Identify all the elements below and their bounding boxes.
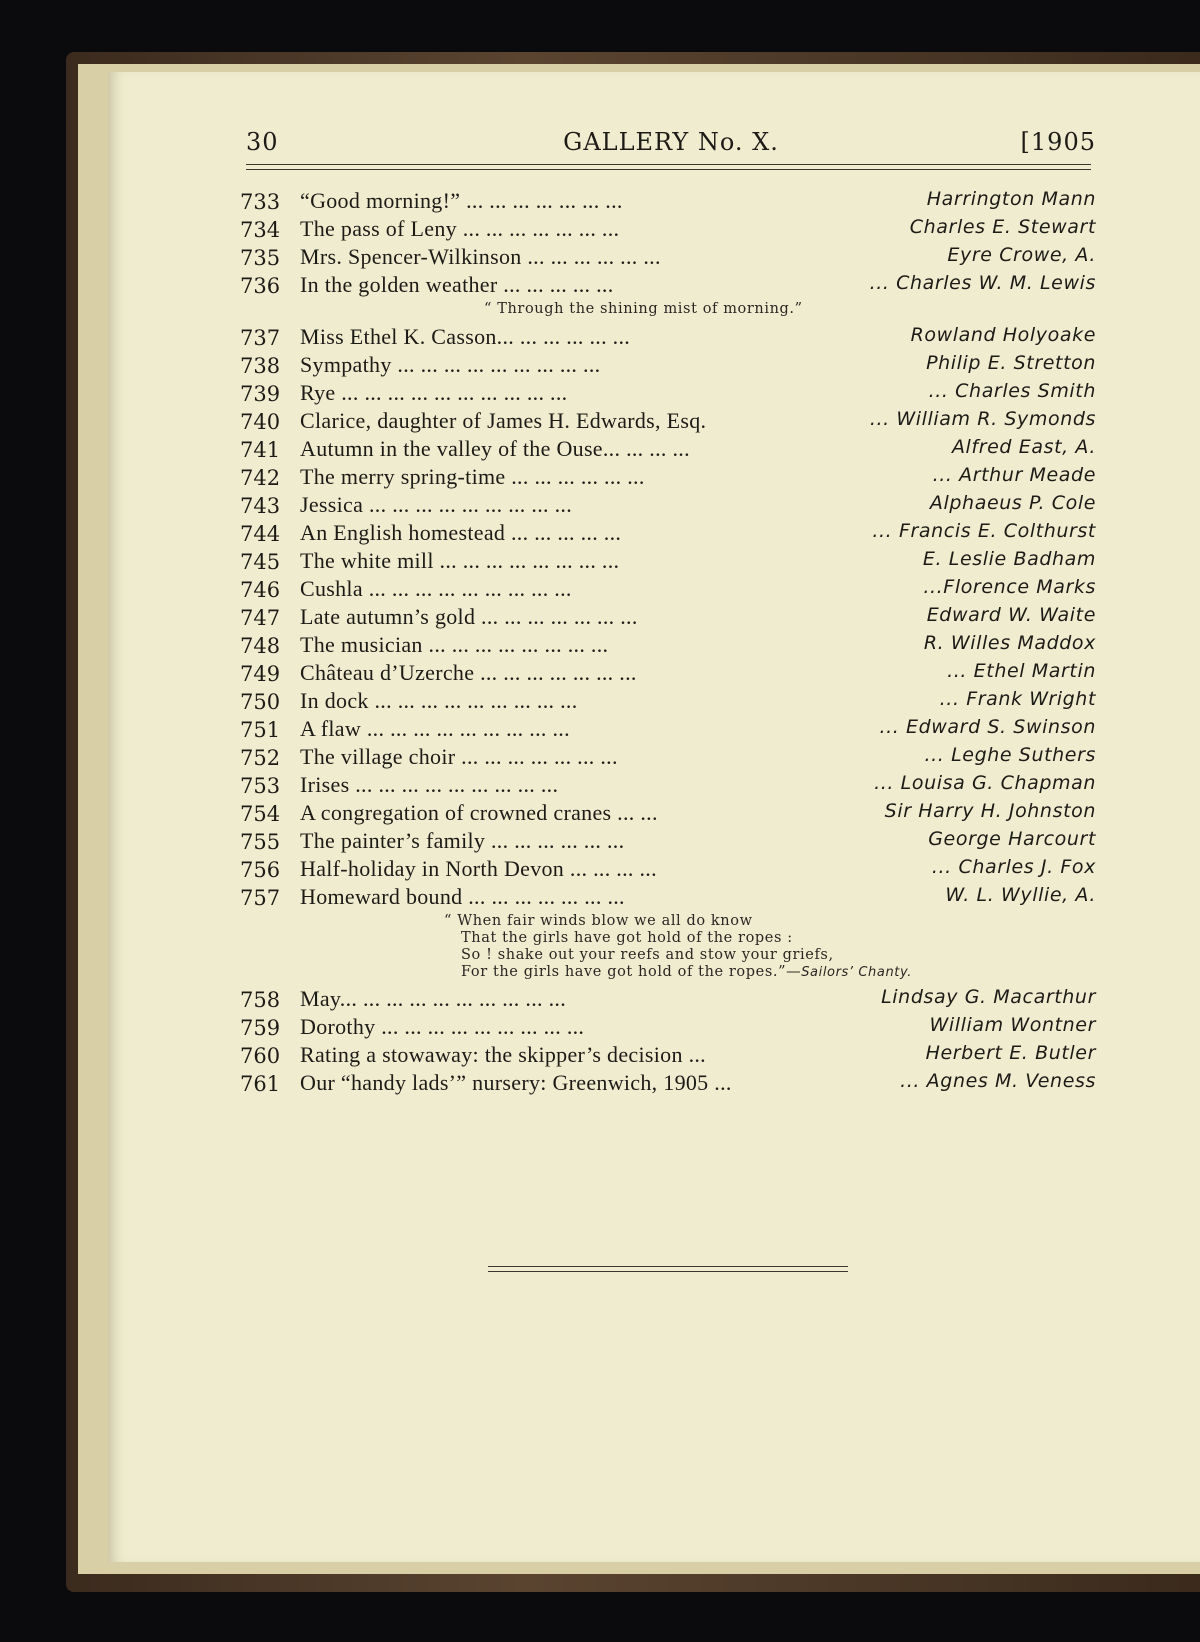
catalogue-entry bbox=[240, 716, 1096, 744]
entry-title: “Good morning!” ... ... ... ... ... ... ... bbox=[300, 188, 623, 213]
entry-number: 754 bbox=[240, 802, 281, 826]
quote-attribution: Sailors’ Chanty. bbox=[801, 965, 913, 980]
entry-number: 739 bbox=[240, 382, 281, 406]
entry-number: 749 bbox=[240, 662, 281, 686]
entry-number: 750 bbox=[240, 690, 281, 714]
entry-artist: ... Francis E. Colthurst bbox=[872, 520, 1096, 542]
entry-title: Rating a stowaway: the skipper’s decision ... bbox=[300, 1042, 706, 1067]
entry-artist: ... Leghe Suthers bbox=[924, 744, 1096, 766]
entry-number: 761 bbox=[240, 1072, 281, 1096]
catalogue-entry bbox=[240, 986, 1096, 1014]
entry-title: Jessica ... ... ... ... ... ... ... ... ... bbox=[300, 492, 572, 517]
catalogue-entry bbox=[240, 772, 1096, 800]
catalogue-entry bbox=[240, 884, 1096, 912]
entry-title: The painter’s family ... ... ... ... ... ... bbox=[300, 828, 625, 853]
entry-title: An English homestead ... ... ... ... ... bbox=[300, 520, 622, 545]
entry-title: The merry spring-time ... ... ... ... ... ... bbox=[300, 464, 645, 489]
entry-title: Château d’Uzerche ... ... ... ... ... ... ... bbox=[300, 660, 637, 685]
entry-artist: ... Agnes M. Veness bbox=[900, 1070, 1096, 1092]
entry-title: Sympathy ... ... ... ... ... ... ... ... ... bbox=[300, 352, 601, 377]
catalogue-entry bbox=[240, 1070, 1096, 1098]
entry-title: In the golden weather ... ... ... ... ... bbox=[300, 272, 614, 297]
quote-757 bbox=[444, 913, 912, 981]
entry-artist: George Harcourt bbox=[928, 828, 1096, 850]
entry-artist: Alfred East, A. bbox=[951, 436, 1096, 458]
entry-artist: Charles E. Stewart bbox=[909, 216, 1096, 238]
catalogue-entry bbox=[240, 576, 1096, 604]
quote-line bbox=[444, 964, 912, 981]
catalogue-entry bbox=[240, 492, 1096, 520]
entry-artist: Rowland Holyoake bbox=[910, 324, 1096, 346]
entry-artist: ... Charles W. M. Lewis bbox=[869, 272, 1096, 294]
catalogue-entry bbox=[240, 1042, 1096, 1070]
entry-artist: ... Arthur Meade bbox=[932, 464, 1096, 486]
quote-line: “ When fair winds blow we all do know bbox=[444, 913, 753, 929]
entry-number: 733 bbox=[240, 190, 281, 214]
catalogue-entry bbox=[240, 520, 1096, 548]
entry-artist: Lindsay G. Macarthur bbox=[881, 986, 1096, 1008]
entry-number: 742 bbox=[240, 466, 281, 490]
entry-artist: ... William R. Symonds bbox=[869, 408, 1096, 430]
catalogue-entry bbox=[240, 604, 1096, 632]
entry-title: Mrs. Spencer-Wilkinson ... ... ... ... ... ... bbox=[300, 244, 661, 269]
catalogue-entry bbox=[240, 188, 1096, 216]
entry-number: 736 bbox=[240, 274, 281, 298]
entry-number: 753 bbox=[240, 774, 281, 798]
entry-artist: W. L. Wyllie, A. bbox=[945, 884, 1096, 906]
quote-text: For the girls have got hold of the ropes.”— bbox=[461, 964, 802, 980]
entry-artist: R. Willes Maddox bbox=[923, 632, 1096, 654]
catalogue-entry bbox=[240, 1014, 1096, 1042]
entry-artist: Philip E. Stretton bbox=[926, 352, 1096, 374]
entry-artist: ... Frank Wright bbox=[939, 688, 1096, 710]
entry-artist: Harrington Mann bbox=[926, 188, 1096, 210]
entry-number: 734 bbox=[240, 218, 281, 242]
catalogue-entry bbox=[240, 688, 1096, 716]
entry-number: 741 bbox=[240, 438, 281, 462]
page-title: GALLERY No. X. bbox=[563, 128, 779, 156]
entry-title: May... ... ... ... ... ... ... ... ... ... bbox=[300, 986, 566, 1011]
entry-title: Clarice, daughter of James H. Edwards, Esq. bbox=[300, 408, 707, 433]
catalogue-entry bbox=[240, 352, 1096, 380]
entry-number: 740 bbox=[240, 410, 281, 434]
entry-number: 757 bbox=[240, 886, 281, 910]
entry-artist: ...Florence Marks bbox=[923, 576, 1096, 598]
entry-title: Autumn in the valley of the Ouse... ... ... ... bbox=[300, 436, 690, 461]
entry-artist: Alphaeus P. Cole bbox=[929, 492, 1096, 514]
catalogue-entry bbox=[240, 244, 1096, 272]
entry-number: 748 bbox=[240, 634, 281, 658]
entry-number: 735 bbox=[240, 246, 281, 270]
header-rule bbox=[246, 164, 1091, 170]
quote-736: “ Through the shining mist of morning.” bbox=[484, 301, 803, 317]
entry-artist: William Wontner bbox=[929, 1014, 1096, 1036]
entry-title: Our “handy lads’” nursery: Greenwich, 1905 ... bbox=[300, 1070, 732, 1095]
catalogue-entry bbox=[240, 856, 1096, 884]
end-rule bbox=[488, 1266, 848, 1272]
entry-title: Dorothy ... ... ... ... ... ... ... ... ... bbox=[300, 1014, 585, 1039]
entry-number: 746 bbox=[240, 578, 281, 602]
entry-number: 752 bbox=[240, 746, 281, 770]
entry-artist: Edward W. Waite bbox=[926, 604, 1096, 626]
catalogue-entry bbox=[240, 660, 1096, 688]
catalogue-entry bbox=[240, 800, 1096, 828]
entry-title: Miss Ethel K. Casson... ... ... ... ... ... bbox=[300, 324, 631, 349]
entry-artist: ... Charles Smith bbox=[928, 380, 1096, 402]
quote-line: That the girls have got hold of the ropes : bbox=[461, 930, 793, 946]
entry-title: The pass of Leny ... ... ... ... ... ... ... bbox=[300, 216, 620, 241]
page-number: 30 bbox=[246, 128, 279, 156]
entry-title: The village choir ... ... ... ... ... ... ... bbox=[300, 744, 618, 769]
entry-title: Cushla ... ... ... ... ... ... ... ... ... bbox=[300, 576, 572, 601]
entry-title: A congregation of crowned cranes ... ... bbox=[300, 800, 658, 825]
entry-artist: ... Louisa G. Chapman bbox=[874, 772, 1096, 794]
entry-artist: Eyre Crowe, A. bbox=[947, 244, 1096, 266]
entry-number: 738 bbox=[240, 354, 281, 378]
entry-number: 743 bbox=[240, 494, 281, 518]
entry-artist: ... Charles J. Fox bbox=[931, 856, 1096, 878]
entry-number: 760 bbox=[240, 1044, 281, 1068]
entry-title: Homeward bound ... ... ... ... ... ... ... bbox=[300, 884, 625, 909]
catalogue-entry bbox=[240, 272, 1096, 300]
entry-title: The white mill ... ... ... ... ... ... ... ... bbox=[300, 548, 620, 573]
entry-number: 759 bbox=[240, 1016, 281, 1040]
year-marker: [1905 bbox=[1020, 128, 1096, 156]
catalogue-entry bbox=[240, 408, 1096, 436]
entry-title: Late autumn’s gold ... ... ... ... ... ... ... bbox=[300, 604, 638, 629]
entry-title: Half-holiday in North Devon ... ... ... ... bbox=[300, 856, 657, 881]
entry-title: A flaw ... ... ... ... ... ... ... ... ... bbox=[300, 716, 570, 741]
catalogue-entry bbox=[240, 216, 1096, 244]
entry-artist: Herbert E. Butler bbox=[925, 1042, 1096, 1064]
entry-title: In dock ... ... ... ... ... ... ... ... ... bbox=[300, 688, 578, 713]
catalogue-entry bbox=[240, 464, 1096, 492]
quote-line: So ! shake out your reefs and stow your griefs, bbox=[461, 947, 834, 963]
catalogue-entry bbox=[240, 324, 1096, 352]
entry-artist: ... Edward S. Swinson bbox=[879, 716, 1096, 738]
entry-artist: E. Leslie Badham bbox=[922, 548, 1096, 570]
entry-title: Rye ... ... ... ... ... ... ... ... ... ... bbox=[300, 380, 568, 405]
entry-number: 737 bbox=[240, 326, 281, 350]
entry-number: 756 bbox=[240, 858, 281, 882]
entry-artist: Sir Harry H. Johnston bbox=[884, 800, 1096, 822]
catalogue-entry bbox=[240, 436, 1096, 464]
catalogue-entry bbox=[240, 548, 1096, 576]
entry-number: 755 bbox=[240, 830, 281, 854]
catalogue-entry bbox=[240, 380, 1096, 408]
catalogue-entry bbox=[240, 632, 1096, 660]
entry-number: 747 bbox=[240, 606, 281, 630]
entry-artist: ... Ethel Martin bbox=[947, 660, 1096, 682]
entry-number: 751 bbox=[240, 718, 281, 742]
catalogue-entry bbox=[240, 744, 1096, 772]
entry-number: 744 bbox=[240, 522, 281, 546]
entry-number: 758 bbox=[240, 988, 281, 1012]
catalogue-entry bbox=[240, 828, 1096, 856]
running-head bbox=[246, 128, 1096, 162]
entry-title: The musician ... ... ... ... ... ... ... ... bbox=[300, 632, 609, 657]
entry-title: Irises ... ... ... ... ... ... ... ... ... bbox=[300, 772, 559, 797]
entry-number: 745 bbox=[240, 550, 281, 574]
